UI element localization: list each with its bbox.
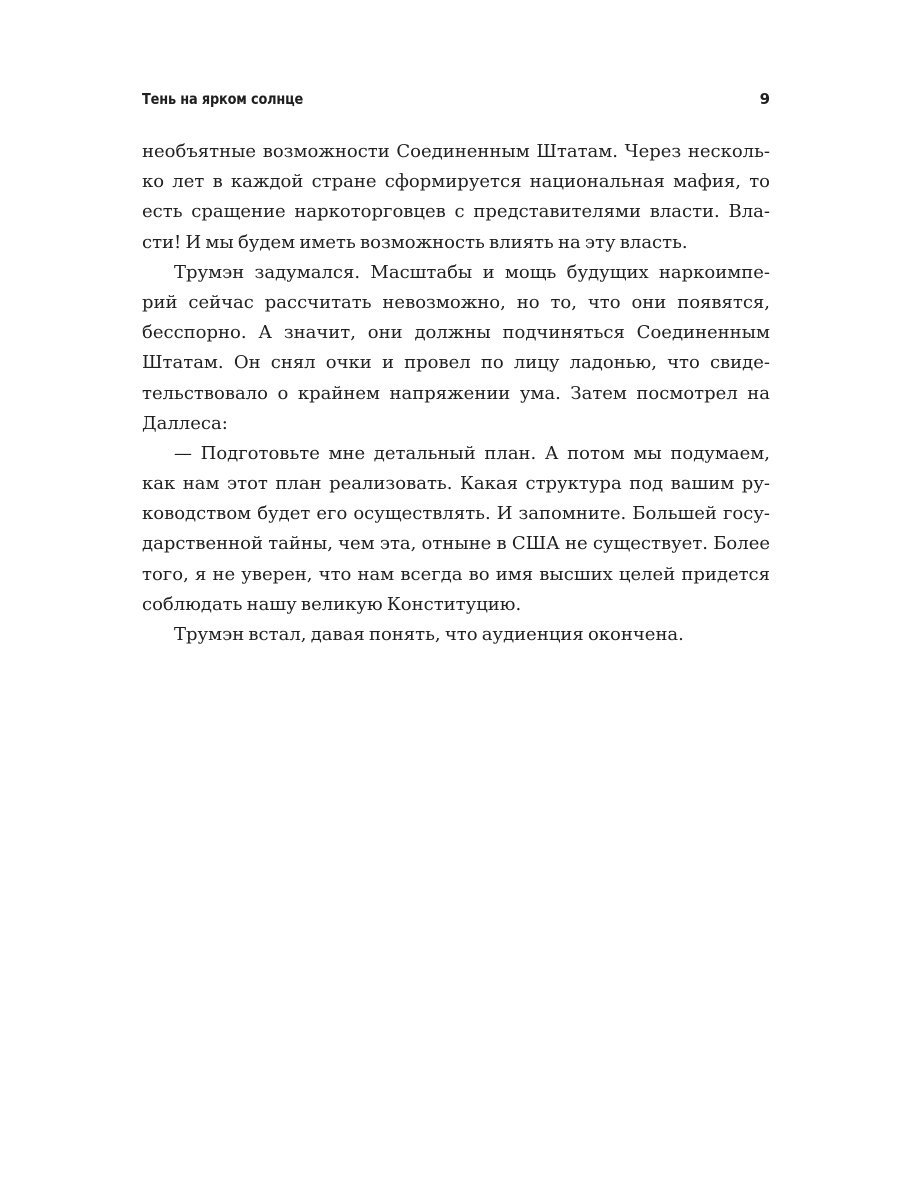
page-number: 9 bbox=[759, 90, 770, 108]
text-line: Трумэн встал, давая понять, что аудиенция окончена. bbox=[174, 624, 684, 645]
text-line: ководством будет его осуществлять. И запомните. Большей госу- bbox=[142, 503, 770, 525]
running-title: Тень на ярком солнце bbox=[142, 90, 304, 108]
text-line: необъятные возможности Соединенным Штатам. Через несколь- bbox=[142, 141, 770, 162]
text-line: того, я не уверен, что нам всегда во имя высших целей придется bbox=[142, 563, 770, 585]
text-line: есть сращение наркоторговцев с представителями власти. Вла- bbox=[142, 201, 770, 223]
text-line: как нам этот план реализовать. Какая структура под вашим ру- bbox=[142, 473, 770, 495]
text-line: соблюдать нашу великую Конституцию. bbox=[142, 593, 522, 615]
text-line: Даллеса: bbox=[142, 412, 228, 434]
text-line: дарственной тайны, чем эта, отныне в США не существует. Более bbox=[142, 533, 770, 555]
text-line: — Подготовьте мне детальный план. А потом мы подумаем, bbox=[174, 442, 770, 464]
text-line: ко лет в каждой стране сформируется национальная мафия, то bbox=[142, 171, 770, 193]
text-line: бесспорно. А значит, они должны подчиняться Соединенным bbox=[142, 322, 770, 344]
text-line: Штатам. Он снял очки и провел по лицу ладонью, что свиде- bbox=[142, 352, 770, 374]
text-line: сти! И мы будем иметь возможность влиять на эту власть. bbox=[142, 231, 688, 253]
running-header bbox=[142, 90, 770, 114]
body-text bbox=[142, 137, 770, 650]
text-line: тельствовало о крайнем напряжении ума. Затем посмотрел на bbox=[142, 382, 770, 404]
text-line: рий сейчас рассчитать невозможно, но то, что они появятся, bbox=[142, 291, 770, 313]
text-line: Трумэн задумался. Масштабы и мощь будущих наркоимпе- bbox=[174, 261, 770, 283]
